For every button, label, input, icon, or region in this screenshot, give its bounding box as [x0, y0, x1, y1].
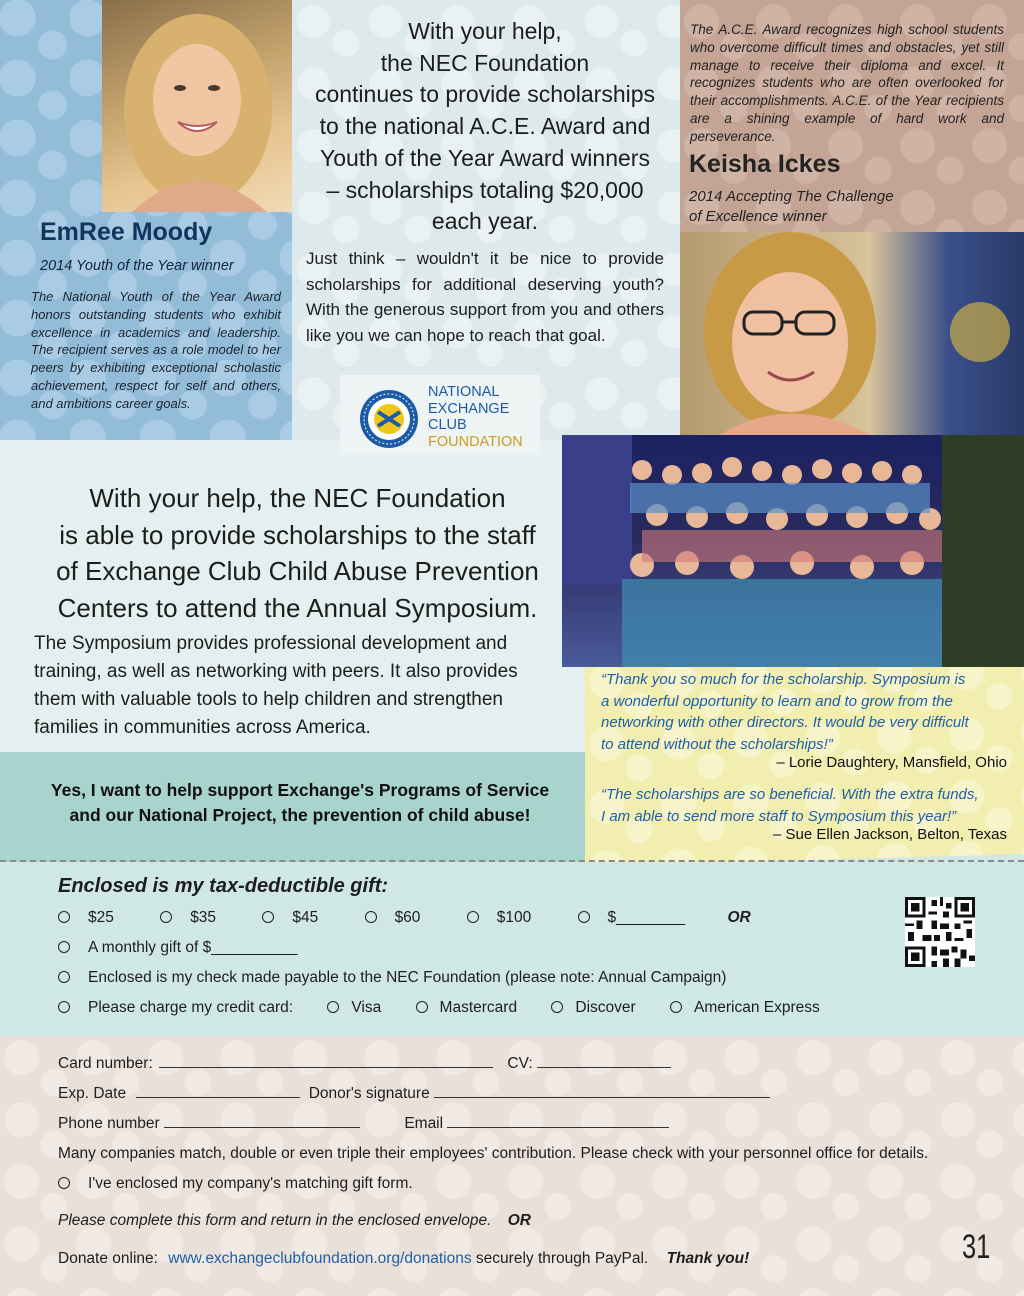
emree-title: 2014 Youth of the Year winner — [40, 258, 234, 274]
radio-circle-icon[interactable] — [58, 941, 70, 953]
nec-logo-text — [428, 384, 523, 450]
amount-or: OR — [727, 909, 751, 926]
card-number-label: Card number: — [58, 1055, 153, 1072]
exp-date-row — [58, 1085, 770, 1103]
credit-card-label[interactable]: Please charge my credit card: — [58, 999, 293, 1017]
logo-line: CLUB — [428, 417, 467, 433]
matching-form-option[interactable]: I've enclosed my company's matching gift form. — [58, 1175, 413, 1193]
email-label: Email — [404, 1115, 444, 1132]
symposium-body — [34, 630, 574, 742]
radio-circle-icon[interactable] — [365, 911, 377, 923]
emree-description: The National Youth of the Year Award honors outstanding students who exhibit excellence in academics and leadership. The recipient serves as a role model to her peers by exhibiting exceptional scholastic achievement, respect for self and others, and ambitions career goals. — [31, 289, 281, 411]
donate-suffix: securely through PayPal. — [475, 1250, 649, 1267]
symposium-body-line: them with valuable tools to help children and strengthen — [34, 689, 503, 710]
card-number-row — [58, 1055, 671, 1073]
card-option-discover[interactable]: Discover — [551, 999, 635, 1017]
card-option-mastercard[interactable]: Mastercard — [416, 999, 518, 1017]
form-heading: Enclosed is my tax-deductible gift: — [58, 875, 389, 897]
exp-date-input[interactable] — [136, 1085, 300, 1098]
logo-line: FOUNDATION — [428, 433, 523, 450]
center-headline-line: Youth of the Year Award winners — [320, 144, 650, 171]
symposium-headline-line: is able to provide scholarships to the staff — [59, 519, 536, 550]
donate-prefix: Donate online: — [58, 1250, 158, 1267]
symposium-headline-line: of Exchange Club Child Abuse Prevention — [56, 556, 539, 586]
cv-input[interactable] — [537, 1055, 671, 1068]
center-headline-line: each year. — [431, 208, 539, 235]
quote-1-author: – Lorie Daughtery, Mansfield, Ohio — [776, 754, 1007, 771]
logo-line: NATIONAL — [428, 384, 500, 400]
phone-row — [58, 1115, 669, 1133]
radio-circle-icon[interactable] — [58, 971, 70, 983]
quote-line: to attend without the scholarships!” — [601, 735, 833, 753]
keisha-title-line: 2014 Accepting The Challenge — [689, 188, 894, 205]
radio-circle-icon[interactable] — [467, 911, 479, 923]
quote-line: networking with other directors. It would be very difficult — [601, 714, 969, 731]
quote-line: I am able to send more staff to Symposium this year!” — [601, 807, 957, 825]
signature-input[interactable] — [434, 1085, 770, 1098]
support-text — [40, 778, 560, 828]
return-note: Please complete this form and return in the enclosed envelope. — [58, 1212, 492, 1229]
symposium-headline-line: With your help, the NEC Foundation — [89, 483, 506, 513]
phone-label: Phone number — [58, 1115, 160, 1132]
cut-line — [0, 860, 1024, 862]
center-headline-line: With your help, — [408, 18, 562, 44]
symposium-body-line: training, as well as networking with peers. It also provides — [34, 661, 518, 682]
center-headline-line: continues to provide scholarships — [314, 81, 656, 108]
matching-note: Many companies match, double or even triple their employees' contribution. Please check with your personnel office for details. — [58, 1145, 929, 1162]
keisha-name: Keisha Ickes — [689, 150, 841, 178]
return-note-row — [58, 1212, 531, 1230]
amount-option[interactable]: $25 — [58, 909, 114, 927]
return-or: OR — [507, 1212, 531, 1229]
phone-input[interactable] — [164, 1115, 360, 1128]
symposium-headline-line: Centers to attend the Annual Symposium. — [57, 592, 538, 623]
symposium-body-line: families in communities across America. — [34, 717, 371, 738]
support-line: Yes, I want to help support Exchange's Programs of Service — [50, 780, 550, 800]
quote-2 — [601, 784, 1011, 827]
keisha-title-line: of Excellence winner — [689, 208, 827, 225]
center-headline-line: the NEC Foundation — [380, 49, 590, 76]
radio-circle-icon[interactable] — [58, 1177, 70, 1189]
keisha-photo — [680, 232, 1024, 435]
donate-link[interactable]: www.exchangeclubfoundation.org/donations — [168, 1250, 472, 1267]
symposium-body-line: The Symposium provides professional development and — [34, 633, 508, 654]
radio-circle-icon[interactable] — [160, 911, 172, 923]
radio-circle-icon[interactable] — [262, 911, 274, 923]
monthly-option[interactable]: A monthly gift of $__________ — [58, 939, 297, 957]
radio-circle-icon[interactable] — [670, 1001, 682, 1013]
nec-seal-icon — [358, 388, 420, 455]
card-number-input[interactable] — [159, 1055, 493, 1068]
quote-line: “Thank you so much for the scholarship. Symposium is — [601, 671, 966, 688]
emree-name: EmRee Moody — [40, 218, 213, 246]
signature-label: Donor's signature — [308, 1085, 430, 1102]
radio-circle-icon[interactable] — [578, 911, 590, 923]
center-headline — [295, 16, 675, 238]
amount-option[interactable]: $60 — [365, 909, 421, 927]
radio-circle-icon[interactable] — [416, 1001, 428, 1013]
exp-date-label: Exp. Date — [58, 1085, 127, 1102]
card-option-visa[interactable]: Visa — [327, 999, 381, 1017]
email-input[interactable] — [447, 1115, 669, 1128]
center-body: Just think – wouldn't it be nice to provide scholarships for additional deserving youth? With the generous support from you and others like you we can hope to reach that goal. — [306, 249, 664, 345]
keisha-title — [689, 187, 894, 227]
amount-options — [58, 909, 751, 927]
page-number: 31 — [962, 1228, 991, 1266]
radio-circle-icon[interactable] — [327, 1001, 339, 1013]
symposium-headline — [10, 480, 585, 626]
qr-code-icon[interactable] — [904, 897, 976, 972]
cv-label: CV: — [507, 1055, 533, 1072]
group-photo — [562, 435, 1024, 667]
amount-option[interactable]: $100 — [467, 909, 531, 927]
radio-circle-icon[interactable] — [58, 911, 70, 923]
amount-option[interactable]: $35 — [160, 909, 216, 927]
emree-photo — [102, 0, 292, 212]
quote-1 — [601, 669, 1011, 755]
thank-you: Thank you! — [666, 1250, 750, 1267]
radio-circle-icon[interactable] — [551, 1001, 563, 1013]
center-headline-line: – scholarships totaling $20,000 — [326, 176, 644, 203]
support-line: and our National Project, the prevention of child abuse! — [69, 805, 531, 825]
card-option-amex[interactable]: American Express — [670, 999, 820, 1017]
credit-card-option — [58, 999, 862, 1017]
quote-line: “The scholarships are so beneficial. With the extra funds, — [601, 786, 979, 803]
quote-line: a wonderful opportunity to learn and to grow from the — [601, 692, 953, 710]
quote-2-author: – Sue Ellen Jackson, Belton, Texas — [772, 826, 1007, 843]
keisha-description: The A.C.E. Award recognizes high school students who overcome difficult times and obstacles, yet still manage to receive their diploma and excel. It recognizes students who are often overlooked for their accomplishments. A.C.E. of the Year recipients are a shining example of hard work and perseverance. — [690, 22, 1004, 144]
radio-circle-icon[interactable] — [58, 1001, 70, 1013]
amount-option-custom[interactable]: $________ — [578, 909, 686, 927]
logo-line: EXCHANGE — [428, 400, 510, 417]
amount-option[interactable]: $45 — [262, 909, 318, 927]
center-headline-line: to the national A.C.E. Award and — [319, 113, 651, 140]
check-option[interactable]: Enclosed is my check made payable to the NEC Foundation (please note: Annual Campaign) — [58, 969, 726, 987]
donate-online-row — [58, 1250, 749, 1268]
